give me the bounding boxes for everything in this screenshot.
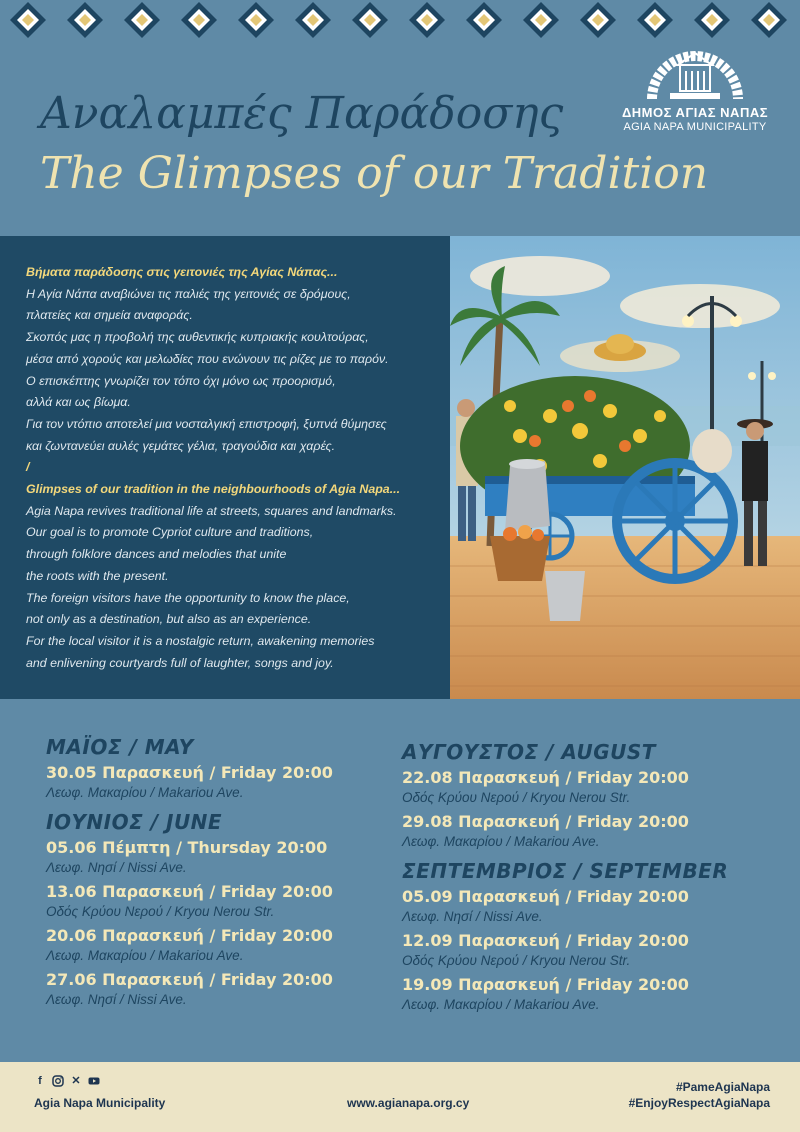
municipality-logo — [615, 35, 775, 133]
title-english: The Glimpses of our Tradition — [40, 148, 709, 199]
event-place: Λεωφ. Μακαρίου / Makariou Ave. — [46, 948, 244, 963]
event-place: Λεωφ. Μακαρίου / Makariou Ave. — [402, 997, 600, 1012]
logo-english-name: AGIA NAPA MUNICIPALITY — [623, 121, 767, 133]
social-icons — [34, 1075, 100, 1087]
intro-english-line: The foreign visitors have the opportunity to know the place, — [26, 590, 350, 605]
municipality-emblem-icon — [640, 35, 750, 103]
event-place: Λεωφ. Νησί / Nissi Ave. — [46, 992, 187, 1007]
event-date: 22.08 Παρασκευή / Friday 20:00 — [402, 768, 689, 787]
intro-english-line: Agia Napa revives traditional life at streets, squares and landmarks. — [26, 503, 397, 518]
intro-greek-line: Ο επισκέπτης γνωρίζει τον τόπο όχι μόνο ως προορισμό, — [26, 373, 336, 388]
schedule-right-column — [402, 740, 728, 1012]
intro-english-line: Our goal is to promote Cypriot culture and traditions, — [26, 525, 314, 540]
month-heading-september: ΣΕΠΤΕΜΒΡΙΟΣ / SEPTEMBER — [402, 859, 729, 883]
intro-english-heading: Glimpses of our tradition in the neighbourhoods of Agia Napa... — [26, 482, 401, 497]
intro-english-line: through folklore dances and melodies that unite — [26, 547, 287, 562]
event-date: 19.09 Παρασκευή / Friday 20:00 — [402, 975, 689, 994]
event-place: Λεωφ. Νησί / Nissi Ave. — [46, 860, 187, 875]
event-date: 12.09 Παρασκευή / Friday 20:00 — [402, 931, 689, 950]
intro-english-line: For the local visitor it is a nostalgic return, awakening memories — [26, 633, 375, 648]
event-place: Λεωφ. Μακαρίου / Makariou Ave. — [402, 834, 600, 849]
footer-municipality-name: Agia Napa Municipality — [34, 1096, 166, 1110]
month-heading-june: ΙΟΥΝΙΟΣ / JUNE — [46, 810, 223, 834]
intro-english-line: and enlivening courtyards full of laughter, songs and joy. — [26, 655, 334, 670]
event-date: 29.08 Παρασκευή / Friday 20:00 — [402, 812, 689, 831]
footer — [0, 1062, 800, 1132]
intro-greek-line: αλλά και ως βίωμα. — [26, 395, 131, 410]
footer-hashtag: #PameAgiaNapa — [675, 1080, 770, 1094]
event-date: 30.05 Παρασκευή / Friday 20:00 — [46, 763, 333, 782]
intro-greek-line: πλατείες και σημεία αναφοράς. — [26, 308, 193, 323]
intro-greek-heading: Βήματα παράδοσης στις γειτονιές της Αγίας Νάπας... — [26, 265, 338, 279]
event-place: Οδός Κρύου Νερού / Kryou Nerou Str. — [402, 790, 631, 805]
event-place: Λεωφ. Μακαρίου / Makariou Ave. — [46, 785, 244, 800]
schedule-left-column — [46, 735, 333, 1007]
instagram-icon[interactable] — [52, 1075, 64, 1087]
month-heading-august: ΑΥΓΟΥΣΤΟΣ / AUGUST — [402, 740, 656, 764]
flower-cart-painting — [450, 236, 800, 699]
intro-greek-line: Σκοπός μας η προβολή της αυθεντικής κυπριακής κουλτούρας, — [26, 330, 369, 345]
event-place: Λεωφ. Νησί / Nissi Ave. — [402, 909, 543, 924]
intro-greek-line: Η Αγία Νάπα αναβιώνει τις παλιές της γειτονιές σε δρόμους, — [26, 286, 351, 301]
event-date: 20.06 Παρασκευή / Friday 20:00 — [46, 926, 333, 945]
event-date: 13.06 Παρασκευή / Friday 20:00 — [46, 882, 333, 901]
intro-english-line: the roots with the present. — [26, 568, 169, 583]
logo-greek-name: ΔΗΜΟΣ ΑΓΙΑΣ ΝΑΠΑΣ — [621, 105, 769, 120]
month-heading-may: ΜΑΪΟΣ / MAY — [46, 735, 194, 759]
event-date: 05.09 Παρασκευή / Friday 20:00 — [402, 887, 689, 906]
intro-greek-line: και ζωντανεύει αυλές γεμάτες γέλια, τραγούδια και χαρές. — [26, 438, 336, 453]
intro-divider: / — [26, 460, 30, 475]
intro-greek-line: μέσα από χορούς και μελωδίες που ενώνουν τις ρίζες με το παρόν. — [26, 351, 389, 366]
event-place: Οδός Κρύου Νερού / Kryou Nerou Str. — [402, 953, 631, 968]
event-date: 05.06 Πέμπτη / Thursday 20:00 — [46, 838, 328, 857]
footer-website-link[interactable]: www.agianapa.org.cy — [347, 1096, 470, 1110]
facebook-icon[interactable]: f — [38, 1075, 42, 1087]
intro-english-line: not only as a destination, but also as an experience. — [26, 612, 312, 627]
decorative-pattern-band — [0, 0, 800, 40]
intro-text-box — [0, 236, 450, 699]
youtube-icon[interactable] — [88, 1075, 100, 1087]
event-date: 27.06 Παρασκευή / Friday 20:00 — [46, 970, 333, 989]
title-greek: Αναλαμπές Παράδοσης — [40, 88, 564, 139]
event-place: Οδός Κρύου Νερού / Kryou Nerou Str. — [46, 904, 275, 919]
intro-greek-line: Για τον ντόπιο αποτελεί μια νοσταλγική επιστροφή, ξυπνά θύμησες — [26, 416, 387, 431]
x-icon[interactable]: ✕ — [71, 1075, 81, 1087]
footer-hashtag: #EnjoyRespectAgiaNapa — [628, 1096, 770, 1110]
